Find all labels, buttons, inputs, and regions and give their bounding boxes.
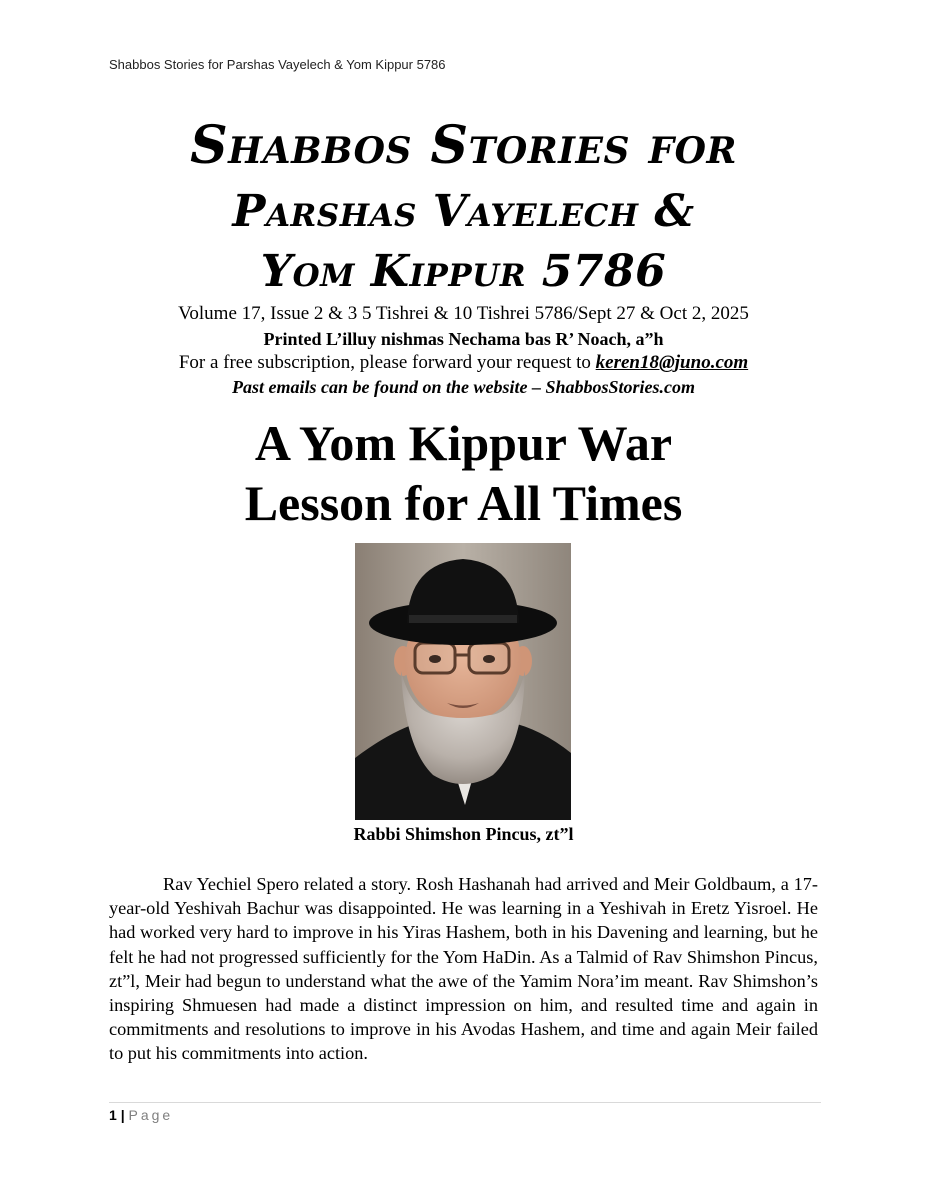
running-header: Shabbos Stories for Parshas Vayelech & Yom Kippur 5786: [109, 57, 446, 72]
page-label: Page: [128, 1107, 174, 1123]
story-headline-line-1: A Yom Kippur War: [254, 415, 673, 471]
masthead-line-3: Yom Kippur 5786: [260, 246, 667, 297]
subscription-text: For a free subscription, please forward your request to: [178, 352, 596, 373]
masthead-line-2: Parshas Vayelech &: [232, 186, 695, 237]
subscription-line: [0, 351, 927, 375]
footer-divider: [109, 1102, 821, 1103]
page-separator: |: [120, 1107, 125, 1123]
page-number: 1: [109, 1107, 117, 1123]
rabbi-portrait-photo: [355, 543, 571, 820]
masthead-line-1: Shabbos Stories for: [190, 115, 737, 176]
photo-caption: Rabbi Shimshon Pincus, zt”l: [353, 824, 574, 844]
page-footer: [109, 1107, 173, 1123]
subscription-email-link[interactable]: keren18@juno.com: [595, 352, 749, 373]
past-emails-line: Past emails can be found on the website – ShabbosStories.com: [231, 377, 696, 397]
story-body-paragraph: Rav Yechiel Spero related a story. Rosh Hashanah had arrived and Meir Goldbaum, a 17-year-old Yeshivah Bachur was disappointed. He was learning in a Yeshivah in Eretz Yisroel. He had worked very hard to improve in his Yiras Hashem, both in his Davening and learning, but he felt he had not progressed sufficiently for the Yom HaDin. As a Talmid of Rav Shimshon Pincus, zt”l, Meir had begun to understand what the awe of the Yamim Nora’im meant. Rav Shimshon’s inspiring Shmuesen had made a distinct impression on him, and resulted time and again in commitments and resolutions to improve in his Avodas Hashem, and time and again Meir failed to put his commitments into action.: [109, 874, 818, 1064]
story-headline-line-2: Lesson for All Times: [244, 475, 683, 531]
volume-issue-line: Volume 17, Issue 2 & 3 5 Tishrei & 10 Tishrei 5786/Sept 27 & Oct 2, 2025: [178, 303, 749, 324]
dedication-line: Printed L’illuy nishmas Nechama bas R’ Noach, a”h: [263, 329, 664, 349]
